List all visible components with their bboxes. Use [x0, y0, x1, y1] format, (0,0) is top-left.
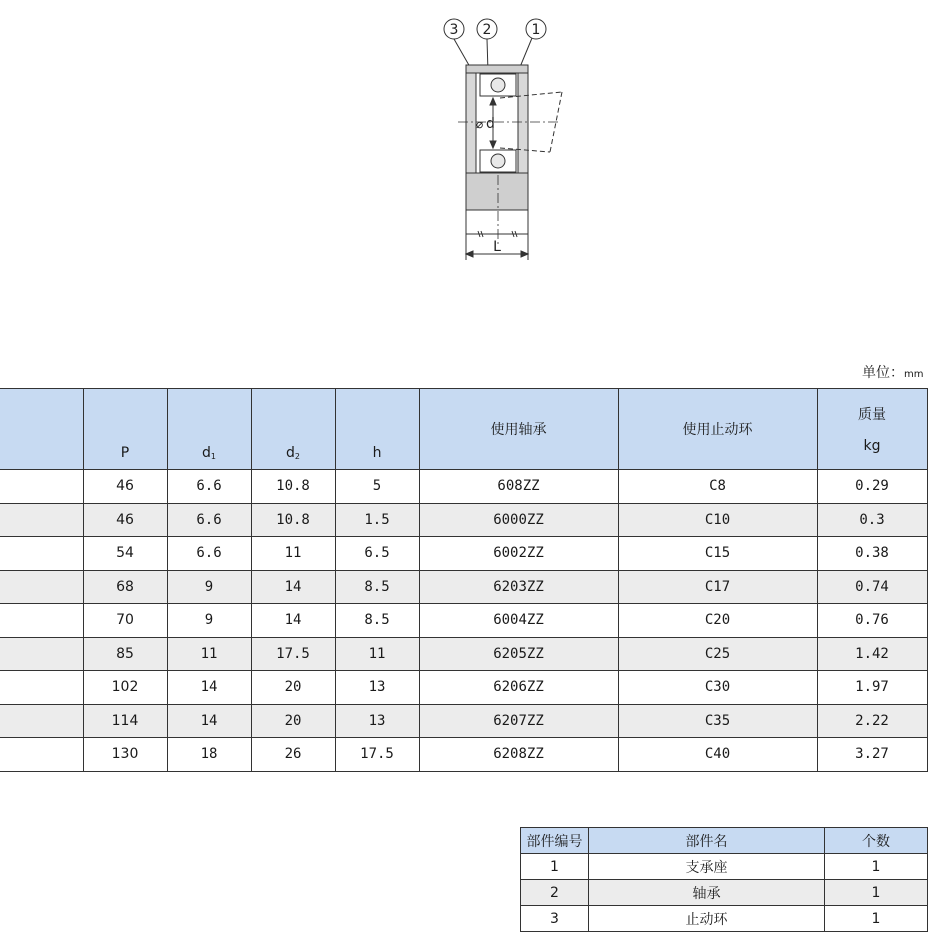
parts-cell: 止动环 — [589, 906, 825, 932]
table-cell: 6205ZZ — [419, 637, 618, 671]
table-cell: 130 — [83, 738, 167, 772]
table-cell: C10 — [618, 503, 817, 537]
table-cell: 20 — [251, 704, 335, 738]
parts-header-row — [521, 828, 928, 854]
callout-3: 3 — [449, 22, 459, 38]
table-cell: 2.22 — [817, 704, 927, 738]
table-cell: 85 — [83, 637, 167, 671]
table-cell: 0.29 — [817, 470, 927, 504]
table-row — [0, 537, 927, 571]
row-label-cell — [0, 637, 83, 671]
table-cell: 26 — [251, 738, 335, 772]
table-cell: C25 — [618, 637, 817, 671]
table-cell: 6208ZZ — [419, 738, 618, 772]
table-cell: 68 — [83, 570, 167, 604]
parts-header-no: 部件编号 — [521, 828, 589, 854]
row-label-cell — [0, 470, 83, 504]
parts-header-name: 部件名 — [589, 828, 825, 854]
table-cell: 18 — [167, 738, 251, 772]
row-label-cell — [0, 570, 83, 604]
parts-cell: 1 — [521, 854, 589, 880]
table-cell: 46 — [83, 470, 167, 504]
table-cell: 6203ZZ — [419, 570, 618, 604]
table-cell: 6004ZZ — [419, 604, 618, 638]
table-cell: 11 — [335, 637, 419, 671]
header-ring: 使用止动环 — [618, 389, 817, 470]
row-label-cell — [0, 671, 83, 705]
table-cell: 3.27 — [817, 738, 927, 772]
table-cell: C15 — [618, 537, 817, 571]
parts-table — [520, 827, 928, 932]
table-row — [0, 470, 927, 504]
table-cell: 10.8 — [251, 503, 335, 537]
table-cell: 13 — [335, 671, 419, 705]
table-cell: 102 — [83, 671, 167, 705]
parts-row — [521, 906, 928, 932]
table-cell: 14 — [251, 604, 335, 638]
bearing-assembly-drawing — [430, 10, 570, 265]
table-cell: 10.8 — [251, 470, 335, 504]
table-cell: 54 — [83, 537, 167, 571]
table-header-row — [0, 389, 927, 470]
table-cell: 608ZZ — [419, 470, 618, 504]
table-cell: 1.42 — [817, 637, 927, 671]
parts-header-qty: 个数 — [825, 828, 928, 854]
table-row — [0, 570, 927, 604]
parts-cell: 2 — [521, 880, 589, 906]
dim-L-label: L — [493, 239, 501, 255]
row-label-cell — [0, 704, 83, 738]
table-cell: C35 — [618, 704, 817, 738]
table-cell: 5 — [335, 470, 419, 504]
table-cell: 9 — [167, 570, 251, 604]
spec-table — [0, 388, 928, 772]
header-P: P — [83, 389, 167, 470]
table-cell: 9 — [167, 604, 251, 638]
table-cell: 0.3 — [817, 503, 927, 537]
table-row — [0, 738, 927, 772]
table-cell: 14 — [167, 671, 251, 705]
table-cell: C30 — [618, 671, 817, 705]
table-cell: 46 — [83, 503, 167, 537]
callout-1: 1 — [531, 22, 541, 38]
table-cell: 6.6 — [167, 503, 251, 537]
table-cell: 1.97 — [817, 671, 927, 705]
header-empty — [0, 389, 83, 470]
table-cell: 13 — [335, 704, 419, 738]
table-cell: 0.74 — [817, 570, 927, 604]
table-cell: 70 — [83, 604, 167, 638]
table-row — [0, 604, 927, 638]
table-cell: 11 — [167, 637, 251, 671]
parts-cell: 3 — [521, 906, 589, 932]
table-cell: C40 — [618, 738, 817, 772]
parts-cell: 1 — [825, 880, 928, 906]
table-cell: 1.5 — [335, 503, 419, 537]
parts-row — [521, 854, 928, 880]
table-cell: 6000ZZ — [419, 503, 618, 537]
header-bearing: 使用轴承 — [419, 389, 618, 470]
table-cell: 6.6 — [167, 470, 251, 504]
table-cell: 0.38 — [817, 537, 927, 571]
callout-2: 2 — [482, 22, 492, 38]
row-label-cell — [0, 503, 83, 537]
unit-label: 单位：mm — [862, 365, 924, 381]
table-cell: 0.76 — [817, 604, 927, 638]
table-cell: 6002ZZ — [419, 537, 618, 571]
table-cell: 8.5 — [335, 570, 419, 604]
parts-cell: 1 — [825, 854, 928, 880]
table-cell: C17 — [618, 570, 817, 604]
table-row — [0, 704, 927, 738]
table-cell: 17.5 — [251, 637, 335, 671]
row-label-cell — [0, 604, 83, 638]
header-h: h — [335, 389, 419, 470]
table-cell: 20 — [251, 671, 335, 705]
table-row — [0, 637, 927, 671]
table-cell: 14 — [251, 570, 335, 604]
table-cell: 114 — [83, 704, 167, 738]
parts-cell: 轴承 — [589, 880, 825, 906]
table-cell: 6207ZZ — [419, 704, 618, 738]
table-cell: 17.5 — [335, 738, 419, 772]
table-cell: C20 — [618, 604, 817, 638]
table-cell: 6206ZZ — [419, 671, 618, 705]
table-row — [0, 503, 927, 537]
phi-symbol: ⌀ — [476, 117, 484, 131]
table-cell: 8.5 — [335, 604, 419, 638]
parts-cell: 支承座 — [589, 854, 825, 880]
table-row — [0, 671, 927, 705]
parts-row — [521, 880, 928, 906]
header-d2: $d_2$ — [251, 389, 335, 470]
table-cell: 6.6 — [167, 537, 251, 571]
table-cell: 11 — [251, 537, 335, 571]
dim-d-label: d — [486, 116, 495, 132]
row-label-cell — [0, 738, 83, 772]
table-cell: 6.5 — [335, 537, 419, 571]
header-mass: 质量 kg — [817, 389, 927, 470]
table-cell: 14 — [167, 704, 251, 738]
row-label-cell — [0, 537, 83, 571]
parts-cell: 1 — [825, 906, 928, 932]
header-d1: $d_1$ — [167, 389, 251, 470]
table-cell: C8 — [618, 470, 817, 504]
